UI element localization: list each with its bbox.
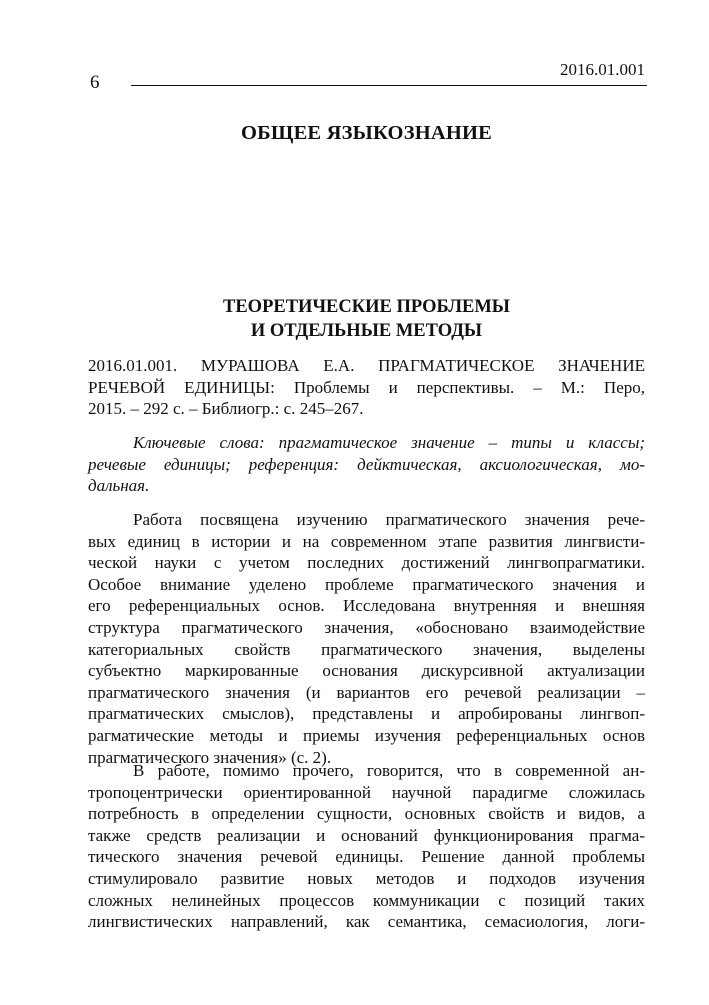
keywords-line: речевые единицы; референция: дейктическая, аксиологическая, мо- [88, 454, 645, 474]
bib-line: 2015. – 292 с. – Библиогр.: с. 245–267. [88, 399, 364, 419]
paragraph-line: тропоцентрически ориентированной научной парадигме сложилась [88, 782, 645, 802]
keywords-line: Ключевые слова: прагматическое значение – типы и классы; [133, 433, 645, 452]
paragraph-line: Работа посвящена изучению прагматического значения рече- [133, 510, 645, 529]
paragraph-line: структура прагматического значения, «обосновано взаимодействие [88, 617, 645, 637]
page-number: 6 [90, 72, 100, 93]
paragraph-line: сложных нелинейных процессов коммуникации с позиций таких [88, 890, 645, 910]
paragraph-line: категориальных свойств прагматического значения, выделены [88, 639, 645, 659]
body-paragraph [88, 760, 645, 933]
bibliographic-entry [88, 355, 645, 420]
paragraph-line: прагматического значения (и вариантов его речевой реализации – [88, 682, 645, 702]
keywords-line: дальная. [88, 476, 150, 496]
paragraph-line: рагматические методы и приемы изучения референциальных основ [88, 725, 645, 745]
paragraph-line: прагматического значения» (с. 2). [88, 747, 332, 767]
subsection-title-line: ТЕОРЕТИЧЕСКИЕ ПРОБЛЕМЫ [223, 297, 510, 317]
paragraph-line: Особое внимание уделено проблеме прагматического значения и [88, 574, 645, 594]
bib-line: РЕЧЕВОЙ ЕДИНИЦЫ: Проблемы и перспективы. – М.: Перо, [88, 377, 645, 397]
paragraph-line: стимулировало развитие новых методов и подходов изучения [88, 868, 645, 888]
paragraph-line: также средств реализации и оснований функционирования прагма- [88, 825, 645, 845]
bib-line: 2016.01.001. МУРАШОВА Е.А. ПРАГМАТИЧЕСКОЕ ЗНАЧЕНИЕ [88, 356, 645, 375]
paragraph-line: его референциальных основ. Исследована внутренняя и внешняя [88, 596, 645, 616]
section-title: ОБЩЕЕ ЯЗЫКОЗНАНИЕ [240, 122, 493, 144]
paragraph-line: ческой науки с учетом последних достижений лингвопрагматики. [88, 553, 645, 573]
subsection-title-line: И ОТДЕЛЬНЫЕ МЕТОДЫ [250, 321, 483, 341]
running-header-code: 2016.01.001 [560, 60, 645, 79]
keywords [88, 432, 645, 497]
paragraph-line: прагматических смыслов), представлены и апробированы лингвоп- [88, 704, 645, 724]
header-rule [131, 85, 647, 86]
paragraph-line: потребность в определении сущности, основных свойств и видов, а [88, 804, 645, 824]
paragraph-line: субъектно маркированные основания дискурсивной актуализации [88, 661, 645, 681]
paragraph-line: лингвистических направлений, как семантика, семасиология, логи- [88, 912, 645, 932]
paragraph-line: тического значения речевой единицы. Решение данной проблемы [88, 847, 645, 867]
body-paragraph [88, 509, 645, 768]
paragraph-line: вых единиц в истории и на современном этапе развития лингвисти- [88, 531, 645, 551]
paragraph-line: В работе, помимо прочего, говорится, что в современной ан- [133, 761, 645, 780]
subsection-title [88, 295, 645, 343]
